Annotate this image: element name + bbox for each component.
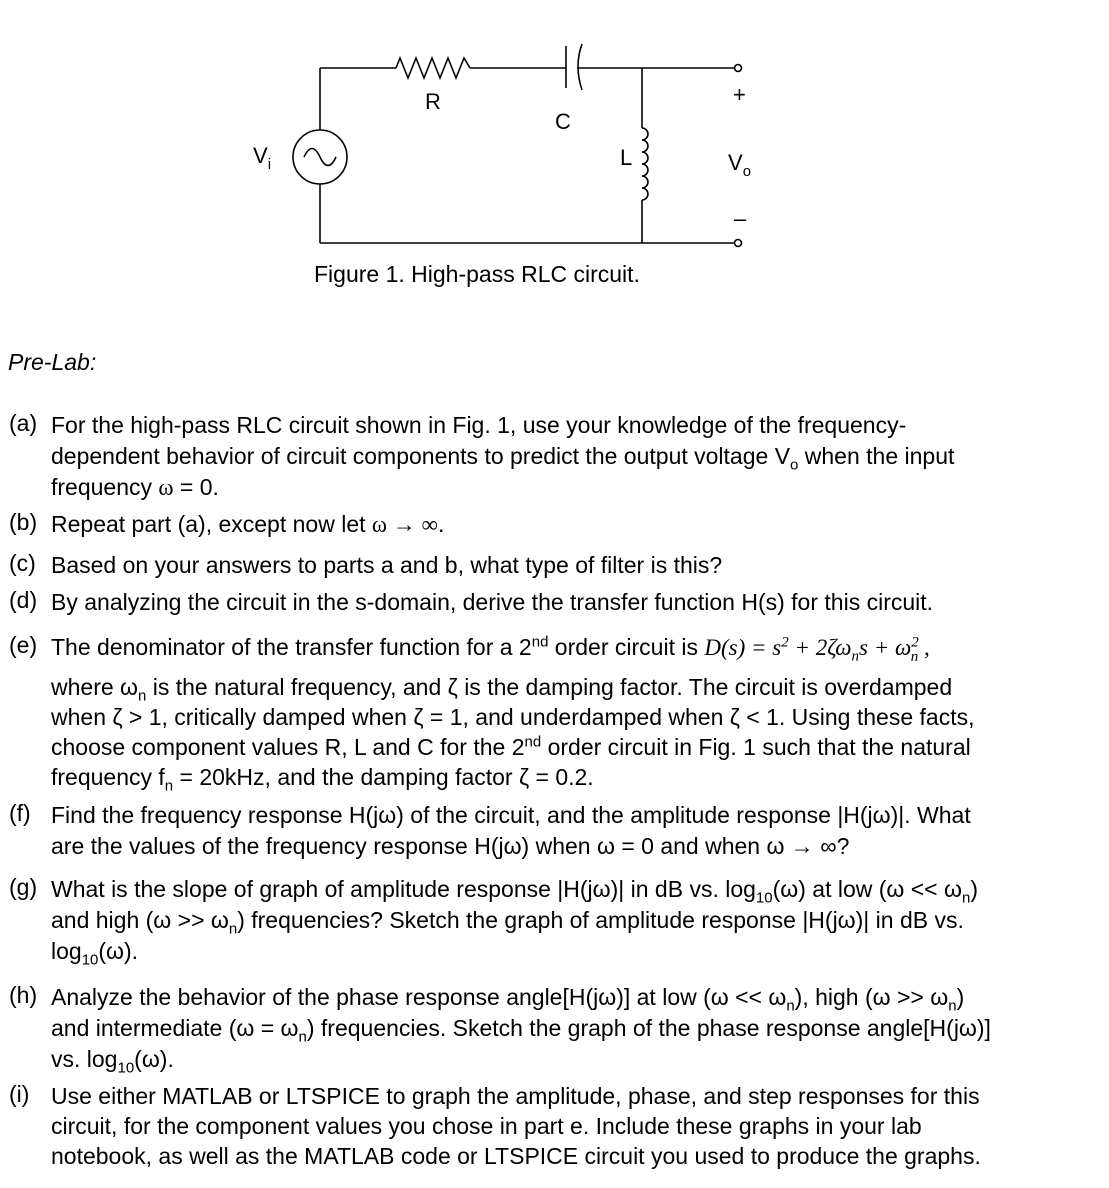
question-a-label: (a) <box>9 410 38 436</box>
output-terminal-bottom <box>735 240 742 247</box>
question-g-line-1: What is the slope of graph of amplitude response |H(jω)| in dB vs. $\log_{10}(\omega)$ at low $(\omega << \omega_n)$ <box>51 876 978 907</box>
question-g-line-3: $\log_{10}(\omega)$. <box>51 938 139 969</box>
output-plus-sign: + <box>733 82 746 107</box>
question-e-label: (e) <box>9 632 38 658</box>
question-h-label: (h) <box>9 982 38 1008</box>
output-voltage-subscript: o <box>742 163 752 180</box>
question-h-line-3: vs. $\log_{10}(\omega)$. <box>51 1046 174 1077</box>
question-b-label: (b) <box>9 509 38 535</box>
question-d-text: By analyzing the circuit in the s-domain, derive the transfer function H(s) for this circuit. <box>51 589 934 615</box>
question-i-line-3: notebook, as well as the MATLAB code or LTSPICE circuit you used to produce the graphs. <box>51 1143 981 1169</box>
resistor-label: R <box>425 89 441 114</box>
rlc-circuit-diagram <box>0 0 1109 300</box>
figure-caption: Figure 1. High-pass RLC circuit. <box>314 261 640 287</box>
question-g-label: (g) <box>9 874 38 900</box>
output-voltage-label: $V_o$ <box>728 150 752 180</box>
inductor-symbol <box>642 128 648 200</box>
question-e-line-4: choose component values R, L and C for the 2nd order circuit in Fig. 1 such that the natural <box>51 733 971 760</box>
question-d-label: (d) <box>9 587 38 613</box>
question-f-line-1: Find the frequency response H(jω) of the circuit, and the amplitude response |H(jω)|. What <box>51 802 971 828</box>
question-i-line-2: circuit, for the component values you chose in part e. Include these graphs in your lab <box>51 1113 922 1139</box>
question-a-line-2: dependent behavior of circuit components to predict the output voltage $V_o$ when the input <box>51 443 955 474</box>
question-h-line-1: Analyze the behavior of the phase response angle[H(jω)] at low $(\omega << \omega_n)$, high $(\omega >> \omega_n)$ <box>51 984 965 1015</box>
question-g-line-2: and high $(\omega >> \omega_n)$ frequencies? Sketch the graph of amplitude response |H(jω)| in dB vs. <box>51 907 964 938</box>
denominator-equation: $D(s) = s^2 + 2\zeta\omega_ns + \omega^2_n$ , <box>704 634 930 665</box>
question-b-text: Repeat part (a), except now let ω → ∞. <box>51 511 445 537</box>
question-i-line-1: Use either MATLAB or LTSPICE to graph the amplitude, phase, and step responses for this <box>51 1083 980 1109</box>
capacitor-plate-right <box>578 44 582 90</box>
prelab-heading: Pre-Lab: <box>8 349 97 375</box>
question-e-line-3: when ζ > 1, critically damped when ζ = 1, and underdamped when ζ < 1. Using these facts, <box>51 704 975 730</box>
question-h-line-2: and intermediate $(\omega = \omega_n)$ frequencies. Sketch the graph of the phase response angle[H(jω)] <box>51 1015 991 1046</box>
question-c-text: Based on your answers to parts a and b, what type of filter is this? <box>51 552 723 578</box>
question-i-label: (i) <box>9 1081 30 1107</box>
input-voltage-subscript: i <box>267 156 272 173</box>
output-terminal-top <box>735 65 742 72</box>
question-e-line-1: The denominator of the transfer function for a 2nd order circuit is $D(s) = s^2 + 2\zeta\omega_ns + \omega^2_n$ , <box>51 633 930 665</box>
input-voltage-label: $V_i$ <box>253 143 272 173</box>
question-e-line-5: frequency $f_n = 20kHz$, and the damping factor ζ = 0.2. <box>51 764 594 795</box>
capacitor-label: C <box>555 109 571 134</box>
question-f-line-2: are the values of the frequency response H(jω) when ω = 0 and when ω → ∞? <box>51 833 850 859</box>
question-c-label: (c) <box>9 550 36 576</box>
inductor-label: L <box>620 145 633 170</box>
question-e-line-2: where $\omega_n$ is the natural frequency, and ζ is the damping factor. The circuit is overdamped <box>51 674 953 705</box>
ac-source-wave <box>304 149 336 166</box>
resistor-symbol <box>396 58 470 78</box>
question-a-line-3: frequency ω = 0. <box>51 474 219 500</box>
question-f-label: (f) <box>9 800 31 826</box>
question-a-line-1: For the high-pass RLC circuit shown in Fig. 1, use your knowledge of the frequency- <box>51 412 907 438</box>
output-minus-sign: – <box>734 206 747 231</box>
